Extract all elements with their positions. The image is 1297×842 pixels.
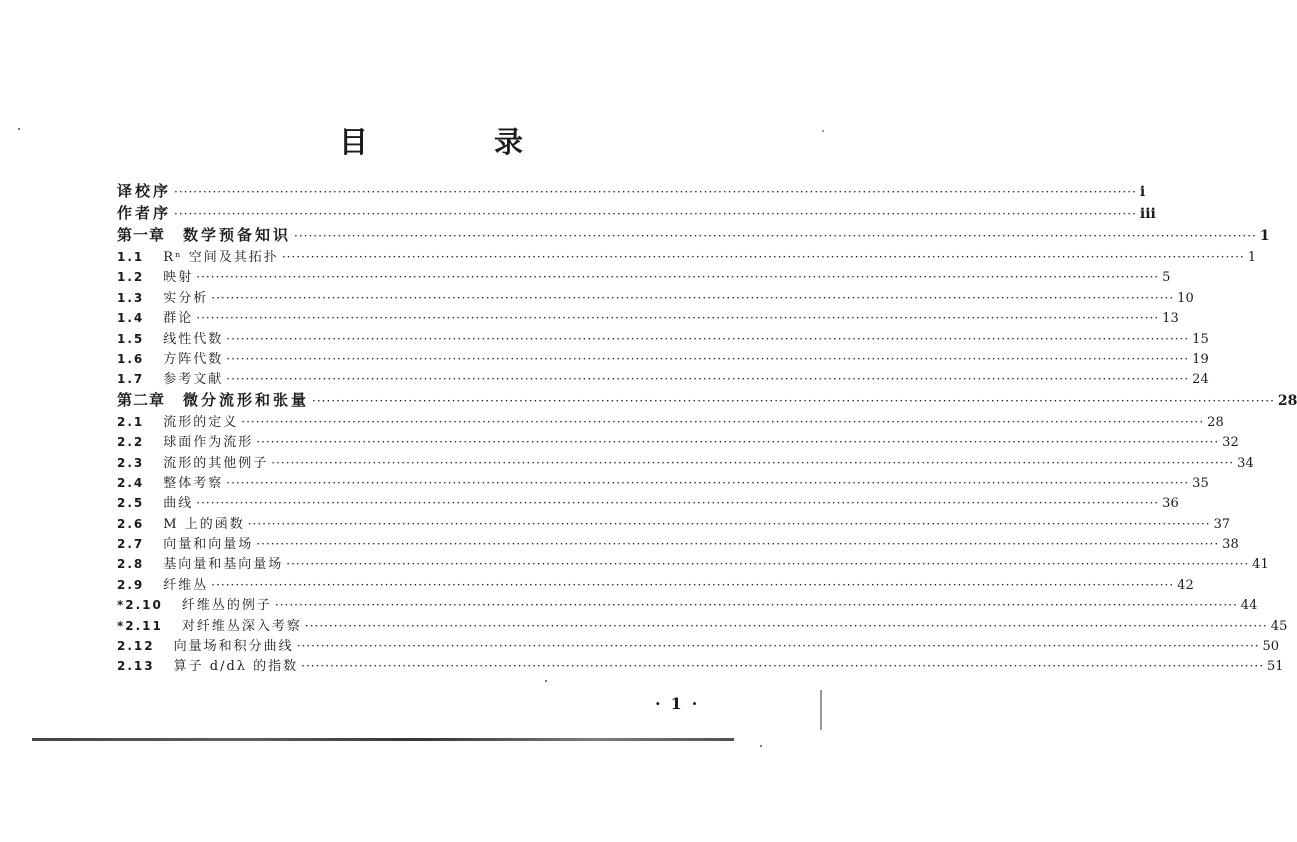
scan-edge-mark (820, 690, 822, 730)
toc-entry-number: 第一章 (117, 226, 166, 244)
page-title: 目 录 (338, 125, 582, 159)
toc-entry-title: 算子 d/dλ 的指数 (173, 659, 299, 675)
toc-entry-page: 19 (1192, 351, 1209, 367)
toc-entry-title: 线性代数 (163, 331, 224, 347)
toc-entry (117, 389, 1297, 411)
toc-entry-number: 1.7 (117, 372, 145, 387)
dot-leader: ········································································································································································································ (174, 207, 1137, 221)
toc-entry (117, 594, 1258, 614)
toc-entry (117, 307, 1179, 327)
toc-entry-page: 51 (1267, 659, 1284, 675)
toc-entry-title: 实分析 (163, 290, 209, 306)
toc-entry-page: 24 (1192, 372, 1209, 388)
toc-entry-title: 基向量和基向量场 (163, 557, 284, 573)
toc-entry-title: 译校序 (117, 182, 172, 200)
dot-leader: ········································································································································································································ (174, 185, 1137, 199)
toc-entry-title: M 上的函数 (163, 516, 245, 532)
toc-entry-title: 方阵代数 (163, 351, 224, 367)
toc-entry-page: 34 (1237, 455, 1254, 471)
toc-entry-title: 微分流形和张量 (183, 390, 310, 409)
dot-leader: ········································································································································································································ (281, 250, 1245, 264)
toc-entry (117, 472, 1209, 492)
dot-leader: ········································································································································································································ (226, 475, 1190, 490)
toc-entry-title: 整体考察 (163, 475, 224, 491)
toc-entry-page: 32 (1222, 435, 1239, 451)
toc-entry-page: i (1139, 184, 1146, 200)
toc-entry (117, 533, 1239, 553)
toc-entry (117, 615, 1288, 635)
toc-entry-number: 1.5 (117, 331, 145, 346)
toc-entry-title: 向量场和积分曲线 (173, 639, 294, 655)
toc-entry-page: 5 (1162, 270, 1171, 286)
dot-leader: ········································································································································································································ (256, 435, 1220, 450)
toc-entry-title: 映射 (163, 270, 194, 286)
toc-entry-number: 第二章 (117, 390, 166, 409)
toc-entry (117, 224, 1270, 246)
toc-entry (117, 287, 1194, 307)
dot-leader: ········································································································································································································ (196, 270, 1160, 285)
toc-entry (117, 348, 1209, 368)
toc-entry (117, 513, 1231, 533)
toc-entry-page: 35 (1192, 475, 1209, 491)
toc-entry-title: 流形的定义 (163, 414, 239, 430)
dot-leader: ········································································································································································································ (274, 598, 1238, 613)
dot-leader: ········································································································································································································ (312, 393, 1275, 408)
toc-entry-number: 2.7 (117, 537, 145, 552)
toc-entry (117, 635, 1280, 655)
toc-entry-number: 2.9 (117, 577, 145, 592)
toc-entry-page: 15 (1192, 331, 1209, 347)
toc-entry-title: 曲线 (163, 496, 194, 512)
toc-entry (117, 368, 1209, 388)
toc-entry-title: Rⁿ 空间及其拓扑 (163, 250, 279, 265)
dot-leader: ········································································································································································································ (226, 351, 1190, 366)
toc-entry (117, 553, 1269, 573)
toc-entry-page: 28 (1277, 392, 1297, 409)
dot-leader: ········································································································································································································ (241, 414, 1205, 429)
toc-entry-page: 41 (1252, 557, 1269, 573)
toc-entry-number: 1.6 (117, 351, 145, 366)
dot-leader: ········································································································································································································ (211, 290, 1175, 305)
toc-entry-page: 1 (1247, 250, 1256, 265)
toc-entry-page: 13 (1162, 311, 1179, 327)
toc-entry-number: 2.8 (117, 557, 145, 572)
toc-entry-number: 1.4 (117, 311, 145, 326)
dot-leader: ········································································································································································································ (226, 331, 1190, 346)
toc-entry-number: 2.1 (117, 414, 145, 429)
dot-leader: ········································································································································································································ (247, 516, 1211, 531)
toc-entry-page: 1 (1259, 228, 1270, 244)
dot-leader: ········································································································································································································ (294, 229, 1257, 243)
toc-entry (117, 431, 1239, 451)
toc-entry-title: 对纤维丛深入考察 (181, 618, 302, 634)
dot-leader: ········································································································································································································ (226, 372, 1190, 387)
toc-entry (117, 246, 1256, 266)
toc-entry-title: 流形的其他例子 (163, 455, 269, 471)
dot-leader: ········································································································································································································ (211, 577, 1175, 592)
dot-leader: ········································································································································································································ (271, 455, 1235, 470)
toc-entry-title: 球面作为流形 (163, 435, 254, 451)
toc-entry-page: 42 (1177, 577, 1194, 593)
toc-entry-number: 1.1 (117, 250, 145, 264)
dot-leader: ········································································································································································································ (256, 537, 1220, 552)
toc-entry-number: 2.5 (117, 496, 145, 511)
dot-leader: ········································································································································································································ (301, 659, 1265, 674)
toc-entry (117, 574, 1194, 594)
dot-leader: ········································································································································································································ (196, 496, 1160, 511)
toc-entry-number: 2.2 (117, 435, 145, 450)
dot-leader: ········································································································································································································ (304, 618, 1268, 633)
toc-entry-title: 群论 (163, 311, 194, 327)
toc-entry (117, 202, 1156, 224)
toc-entry-title: 向量和向量场 (163, 537, 254, 553)
toc-entry (117, 452, 1254, 472)
toc-entry (117, 328, 1209, 348)
scan-speck (18, 128, 20, 130)
toc-entry-title: 纤维丛的例子 (181, 598, 272, 614)
toc-entry (117, 180, 1146, 202)
toc-entry-title: 数学预备知识 (183, 226, 292, 244)
toc-entry-page: 45 (1270, 618, 1288, 634)
toc-entry-number: *2.10 (117, 598, 163, 613)
toc-entry (117, 655, 1284, 675)
toc-entry-page: iii (1139, 206, 1156, 222)
toc-entry-number: 2.3 (117, 455, 145, 470)
toc-entry-number: 2.12 (117, 639, 155, 654)
toc-entry-title: 参考文献 (163, 372, 224, 388)
dot-leader: ········································································································································································································ (196, 311, 1160, 326)
scan-edge-mark (822, 130, 824, 132)
toc-entry-number: *2.11 (117, 618, 163, 633)
dot-leader: ········································································································································································································ (296, 639, 1260, 654)
toc-entry-page: 38 (1222, 537, 1239, 553)
toc-entry (117, 266, 1171, 286)
toc-entry-number: 2.13 (117, 659, 155, 674)
toc-entry-number: 1.3 (117, 290, 145, 305)
dot-leader: ········································································································································································································ (286, 557, 1250, 572)
toc-entry-title: 作者序 (117, 204, 172, 222)
scan-speck (545, 680, 547, 682)
table-of-contents (117, 180, 1297, 676)
toc-entry (117, 411, 1224, 431)
toc-entry-page: 10 (1177, 290, 1194, 306)
toc-entry (117, 492, 1179, 512)
toc-entry-number: 1.2 (117, 270, 145, 285)
toc-entry-page: 37 (1213, 516, 1231, 532)
bottom-rule (32, 738, 734, 741)
toc-entry-title: 纤维丛 (163, 577, 209, 593)
toc-entry-page: 44 (1240, 598, 1258, 614)
toc-entry-page: 36 (1162, 496, 1179, 512)
page-number: ·1· (655, 694, 708, 713)
toc-entry-page: 50 (1262, 639, 1280, 655)
toc-entry-number: 2.4 (117, 475, 145, 490)
scan-speck (760, 745, 762, 747)
toc-entry-page: 28 (1207, 414, 1224, 430)
toc-entry-number: 2.6 (117, 516, 145, 531)
